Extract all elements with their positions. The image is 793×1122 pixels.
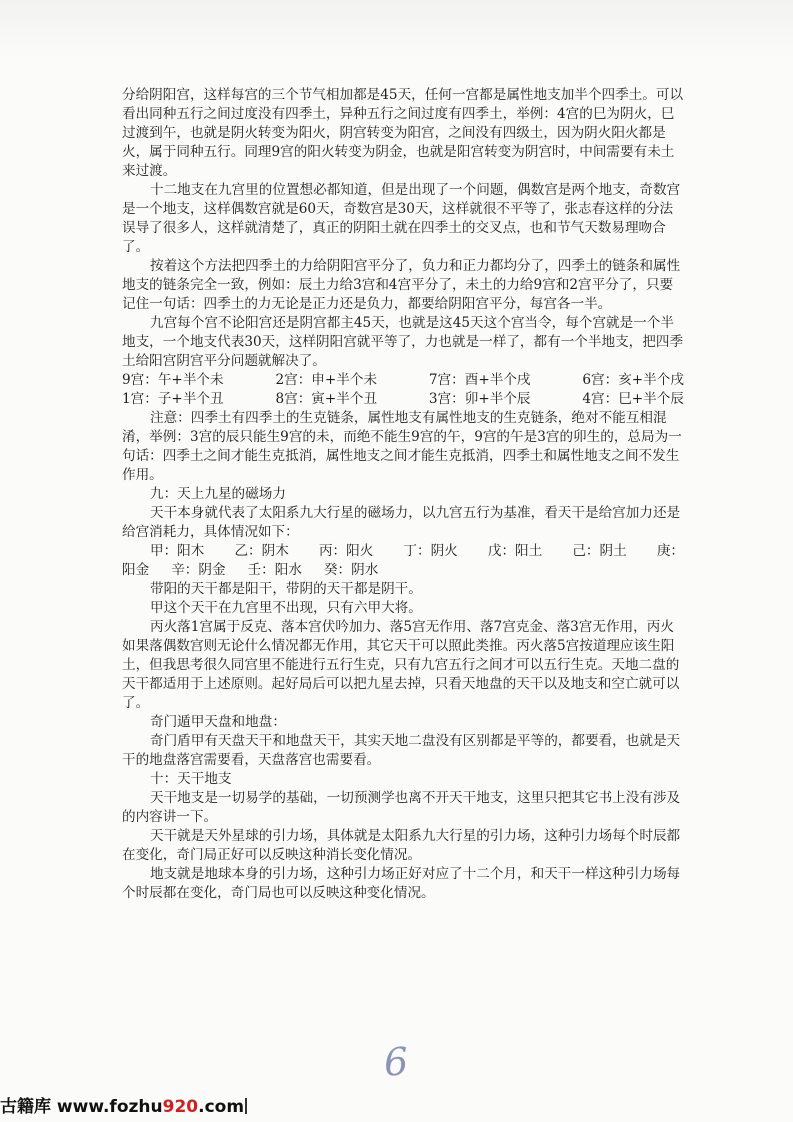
- scan-shadow: [0, 0, 793, 58]
- palace-cell: 7宫：酉+半个戌: [428, 372, 531, 388]
- paragraph-note: 注意：四季土有四季土的生克链条，属性地支有属性地支的生克链条，绝对不能互相混淆，举例：3宫的辰只能生9宫的未，而绝不能生9宫的午，9宫的午是3宫的卯生的，总局为一句话：四季土之间才能生克抵消，属性地支之间才能生克抵消，四季土和属性地支之间不发生作用。: [122, 410, 682, 483]
- section-heading-ten: 十：天干地支: [150, 771, 232, 787]
- footer-url[interactable]: www.fozhu920.com: [56, 1097, 245, 1117]
- stems-line: [122, 542, 684, 561]
- palace-cell: 2宫：申+半个未: [275, 372, 378, 388]
- page-number: 6: [382, 1039, 410, 1085]
- paragraph-heavenly-stems: 天干就是天外星球的引力场，具体就是太阳系九大行星的引力场，这种引力场每个时辰都在变化，奇门局正好可以反映这种消长变化情况。: [122, 828, 681, 863]
- paragraph-stems-branches: 天干地支是一切易学的基础，一切预测学也离不开天干地支，这里只把其它书上没有涉及的内容讲一下。: [122, 790, 681, 825]
- stem-item: 庚：: [656, 543, 684, 559]
- paragraph-bing-fire: 丙火落1宫属于反克、落本宫伏吟加力、落5宫无作用、落7宫克金、落3宫无作用，丙火如果落偶数宫则无论什么情况都无作用，其它天干可以照此类推。丙火落5宫按道理应该生阳土，但我思考很久同宫里不能进行五行生克，只有九宫五行之间才可以五行生克。天地二盘的天干都适用于上述原则。起好局后可以把九星去掉，只看天地盘的天干以及地支和空亡就可以了。: [122, 619, 680, 711]
- paragraph-jia: 甲这个天干在九宫里不出现，只有六甲大将。: [150, 600, 422, 616]
- section-heading-qimen: 奇门遁甲天盘和地盘：: [150, 714, 286, 730]
- stem-item: 己：阴土: [572, 543, 627, 559]
- stem-item: 丙：阳火: [318, 543, 374, 559]
- palace-table: [122, 371, 684, 409]
- paragraph-stems-intro: 天干本身就代表了太阳系九大行星的磁场力，以九宫五行为基准，看天干是给宫加力还是给宫消耗力，具体情况如下：: [122, 505, 681, 540]
- paragraph-solar-terms: 分给阴阳宫，这样每宫的三个节气相加都是45天，任何一宫都是属性地支加半个四季土。可以看出同种五行之间过度没有四季土，异种五行之间过度有四季土，举例：4宫的巳为阴火，巳过渡到午，也就是阴火转变为阳火，阴宫转变为阳宫，之间没有四级土，因为阴火阳火都是火，属于同种五行。同理9宫的阳火转变为阴金，也就是阳宫转变为阴宫时，中间需要有未土来过渡。: [122, 87, 684, 179]
- stem-item: 辛：阴金: [171, 562, 226, 578]
- stem-item: 甲：阳木: [150, 543, 205, 559]
- paragraph-qimen: 奇门盾甲有天盘天干和地盘天干，其实天地二盘没有区别都是平等的，都要看，也就是天干的地盘落宫需要看，天盘落宫也需要看。: [122, 733, 681, 768]
- stem-item: 壬：阳水: [247, 562, 302, 578]
- palace-cell: 4宫：巳+半个辰: [582, 391, 684, 407]
- paragraph-45-days: 九宫每个宫不论阳宫还是阴宫都主45天，也就是这45天这个宫当令，每个宫就是一个半地支，一个地支代表30天，这样阴阳宫就平等了，力也就是一样了，都有一个半地支，把四季土给阳宫阴宫平分问题就解决了。: [122, 315, 684, 369]
- footer-watermark: [0, 1092, 247, 1117]
- palace-cell: 3宫：卯+半个辰: [428, 391, 531, 407]
- palace-cell: 1宫：子+半个丑: [122, 391, 224, 407]
- paragraph-twelve-branches: 十二地支在九宫里的位置想必都知道，但是出现了一个问题，偶数宫是两个地支，奇数宫是一个地支，这样偶数宫就是60天，奇数宫是30天，这样就很不平等了，张志春这样的分法误导了很多人，这样就清楚了，真正的阴阳土就在四季土的交叉点，也和节气天数易理吻合了。: [122, 182, 681, 255]
- stems-line: [122, 561, 684, 580]
- palace-row: [122, 390, 684, 409]
- paragraph-split-method: 按着这个方法把四季土的力给阴阳宫平分了，负力和正力都均分了，四季土的链条和属性地支的链条完全一致，例如：辰土力给3宫和4宫平分了，未土的力给9宫和2宫平分了，只要记住一句话：四季土的力无论是正力还是负力，都要给阴阳宫平分，每宫各一半。: [122, 258, 681, 312]
- stem-item: 戊：阳土: [487, 543, 543, 559]
- palace-cell: 9宫：午+半个未: [122, 372, 224, 388]
- footer-site-name: 古籍库: [0, 1097, 51, 1117]
- palace-row: [122, 371, 684, 390]
- stem-item: 丁：阴火: [403, 543, 458, 559]
- body-text: [122, 86, 684, 903]
- paragraph-earthly-branches: 地支就是地球本身的引力场，这种引力场正好对应了十二个月，和天干一样这种引力场每个时辰都在变化，奇门局也可以反映这种变化情况。: [122, 866, 681, 901]
- stem-item: 癸：阴水: [323, 562, 379, 578]
- palace-cell: 8宫：寅+半个丑: [275, 391, 378, 407]
- section-heading-nine: 九：天上九星的磁场力: [150, 486, 286, 502]
- palace-cell: 6宫：亥+半个戌: [582, 372, 684, 388]
- footer-bar: [245, 1098, 247, 1114]
- stem-item: 阳金: [122, 562, 150, 578]
- paragraph-yang-yin: 带阳的天干都是阳干，带阴的天干都是阴干。: [150, 581, 422, 597]
- stem-item: 乙：阴木: [234, 543, 289, 559]
